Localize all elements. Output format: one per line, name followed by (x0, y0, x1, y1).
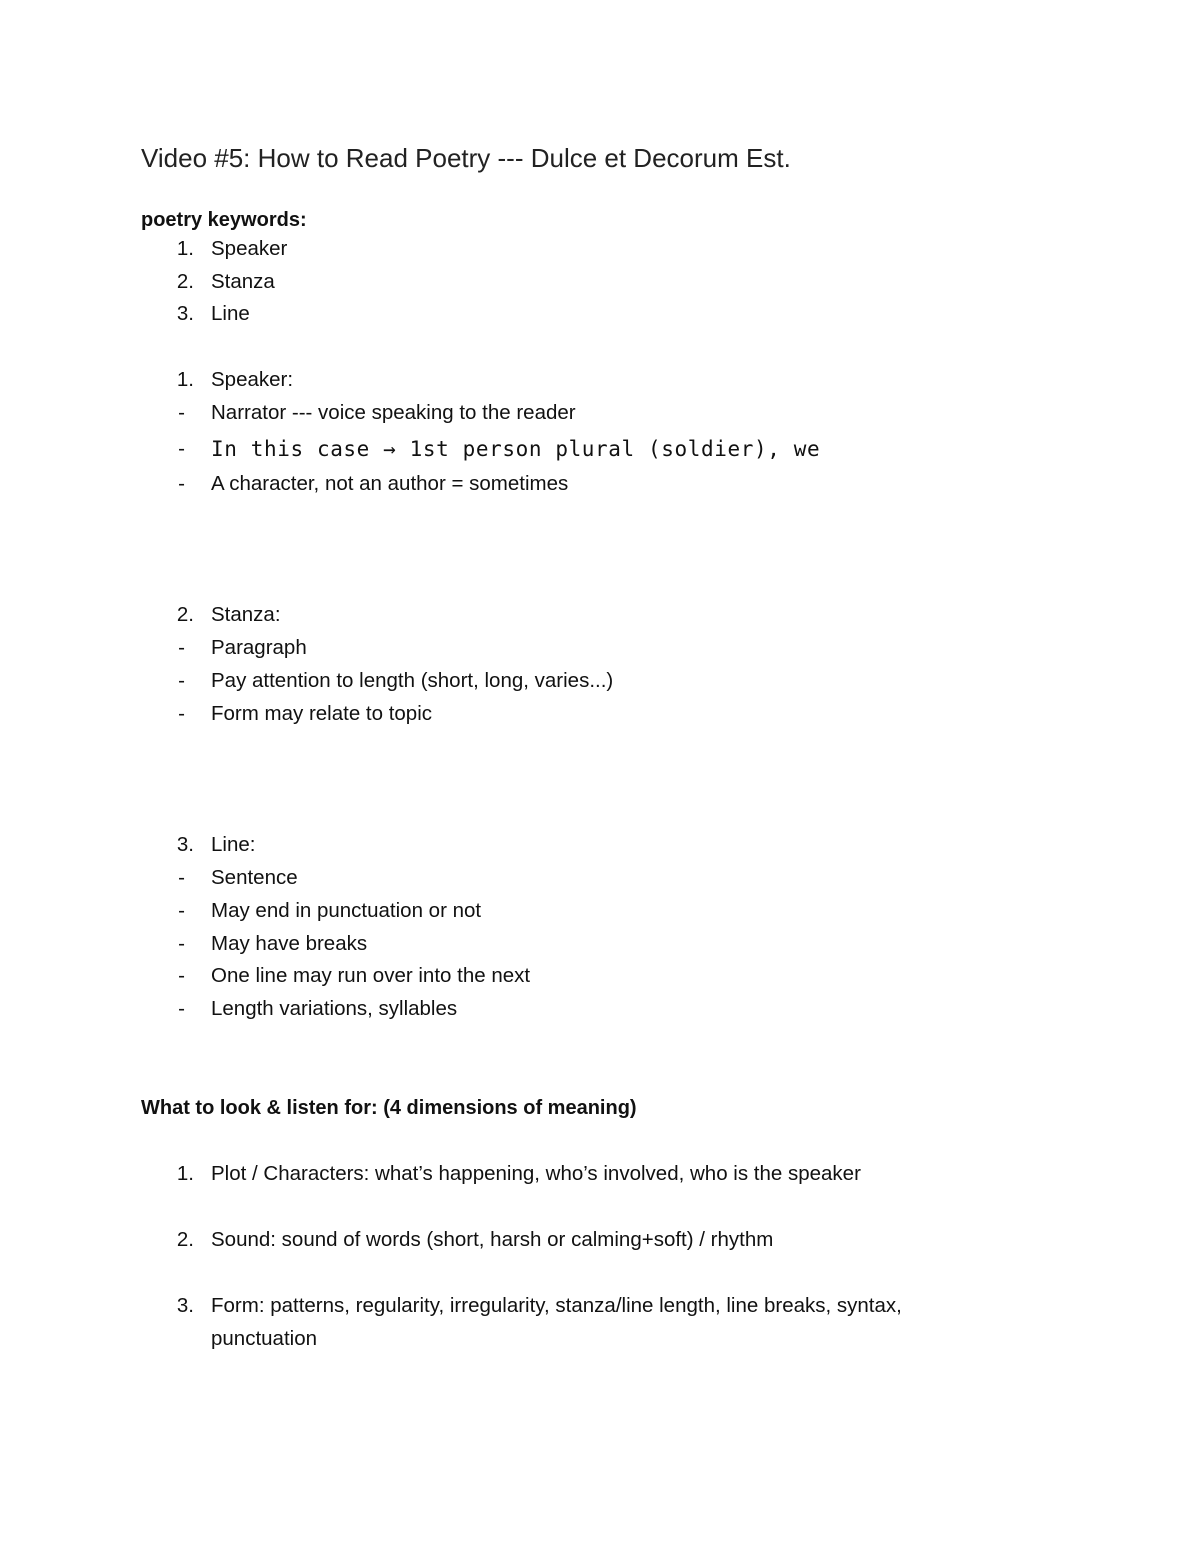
bullet-item (0, 895, 1200, 927)
list-number: 2. (176, 270, 194, 293)
bullet-text: Sentence (211, 866, 298, 889)
list-item (0, 266, 1200, 298)
list-item-text: Stanza (211, 270, 275, 293)
bullet-item (0, 862, 1200, 894)
dash-marker: - (178, 997, 185, 1020)
bullet-text: Narrator --- voice speaking to the reader (211, 401, 576, 424)
list-item-text: Line (211, 302, 250, 325)
list-item (0, 233, 1200, 265)
list-number: 1. (176, 237, 194, 260)
bullet-text: A character, not an author = sometimes (211, 472, 569, 495)
bullet-item (0, 960, 1200, 992)
list-item-text: Sound: sound of words (short, harsh or calming+soft) / rhythm (211, 1228, 774, 1251)
list-number: 2. (176, 1228, 194, 1251)
bullet-text: May have breaks (211, 932, 368, 955)
dash-marker: - (178, 437, 185, 460)
bullet-item (0, 632, 1200, 664)
bullet-item (0, 698, 1200, 730)
list-item (0, 1290, 1200, 1356)
list-item (0, 298, 1200, 330)
dash-marker: - (178, 401, 185, 424)
section-heading (0, 599, 1200, 631)
bullet-item (0, 993, 1200, 1025)
dash-marker: - (178, 472, 185, 495)
bullet-text: Paragraph (211, 636, 307, 659)
list-number: 3. (176, 1294, 194, 1317)
bullet-text: One line may run over into the next (211, 964, 531, 987)
list-number: 3. (176, 302, 194, 325)
section-heading-text: Line: (211, 833, 256, 856)
bullet-text: May end in punctuation or not (211, 899, 482, 922)
dash-marker: - (178, 669, 185, 692)
dash-marker: - (178, 636, 185, 659)
list-item-text: Speaker (211, 237, 288, 260)
bullet-text: In this case → 1st person plural (soldier), we (211, 437, 821, 461)
dash-marker: - (178, 702, 185, 725)
bullet-item (0, 433, 1200, 465)
dash-marker: - (178, 932, 185, 955)
bullet-text: Length variations, syllables (211, 997, 458, 1020)
section-heading-text: Speaker: (211, 368, 294, 391)
list-item-text: Form: patterns, regularity, irregularity, stanza/line length, line breaks, syntax, punctuation (211, 1294, 902, 1350)
list-number: 2. (176, 603, 194, 626)
bullet-item (0, 468, 1200, 500)
list-item (0, 1224, 1200, 1256)
list-number: 1. (176, 368, 194, 391)
section-heading (0, 829, 1200, 861)
keywords-label: poetry keywords: (141, 209, 307, 231)
list-number: 3. (176, 833, 194, 856)
bullet-text: Pay attention to length (short, long, varies...) (211, 669, 614, 692)
dimensions-label: What to look & listen for: (4 dimensions of meaning) (141, 1097, 637, 1119)
dash-marker: - (178, 964, 185, 987)
bullet-item (0, 397, 1200, 429)
dash-marker: - (178, 866, 185, 889)
bullet-item (0, 665, 1200, 697)
list-item-text: Plot / Characters: what’s happening, who’s involved, who is the speaker (211, 1162, 861, 1185)
dash-marker: - (178, 899, 185, 922)
list-number: 1. (176, 1162, 194, 1185)
bullet-item (0, 928, 1200, 960)
bullet-text: Form may relate to topic (211, 702, 433, 725)
list-item (0, 1158, 1200, 1190)
section-heading-text: Stanza: (211, 603, 281, 626)
section-heading (0, 364, 1200, 396)
document-title: Video #5: How to Read Poetry --- Dulce et Decorum Est. (141, 143, 791, 173)
